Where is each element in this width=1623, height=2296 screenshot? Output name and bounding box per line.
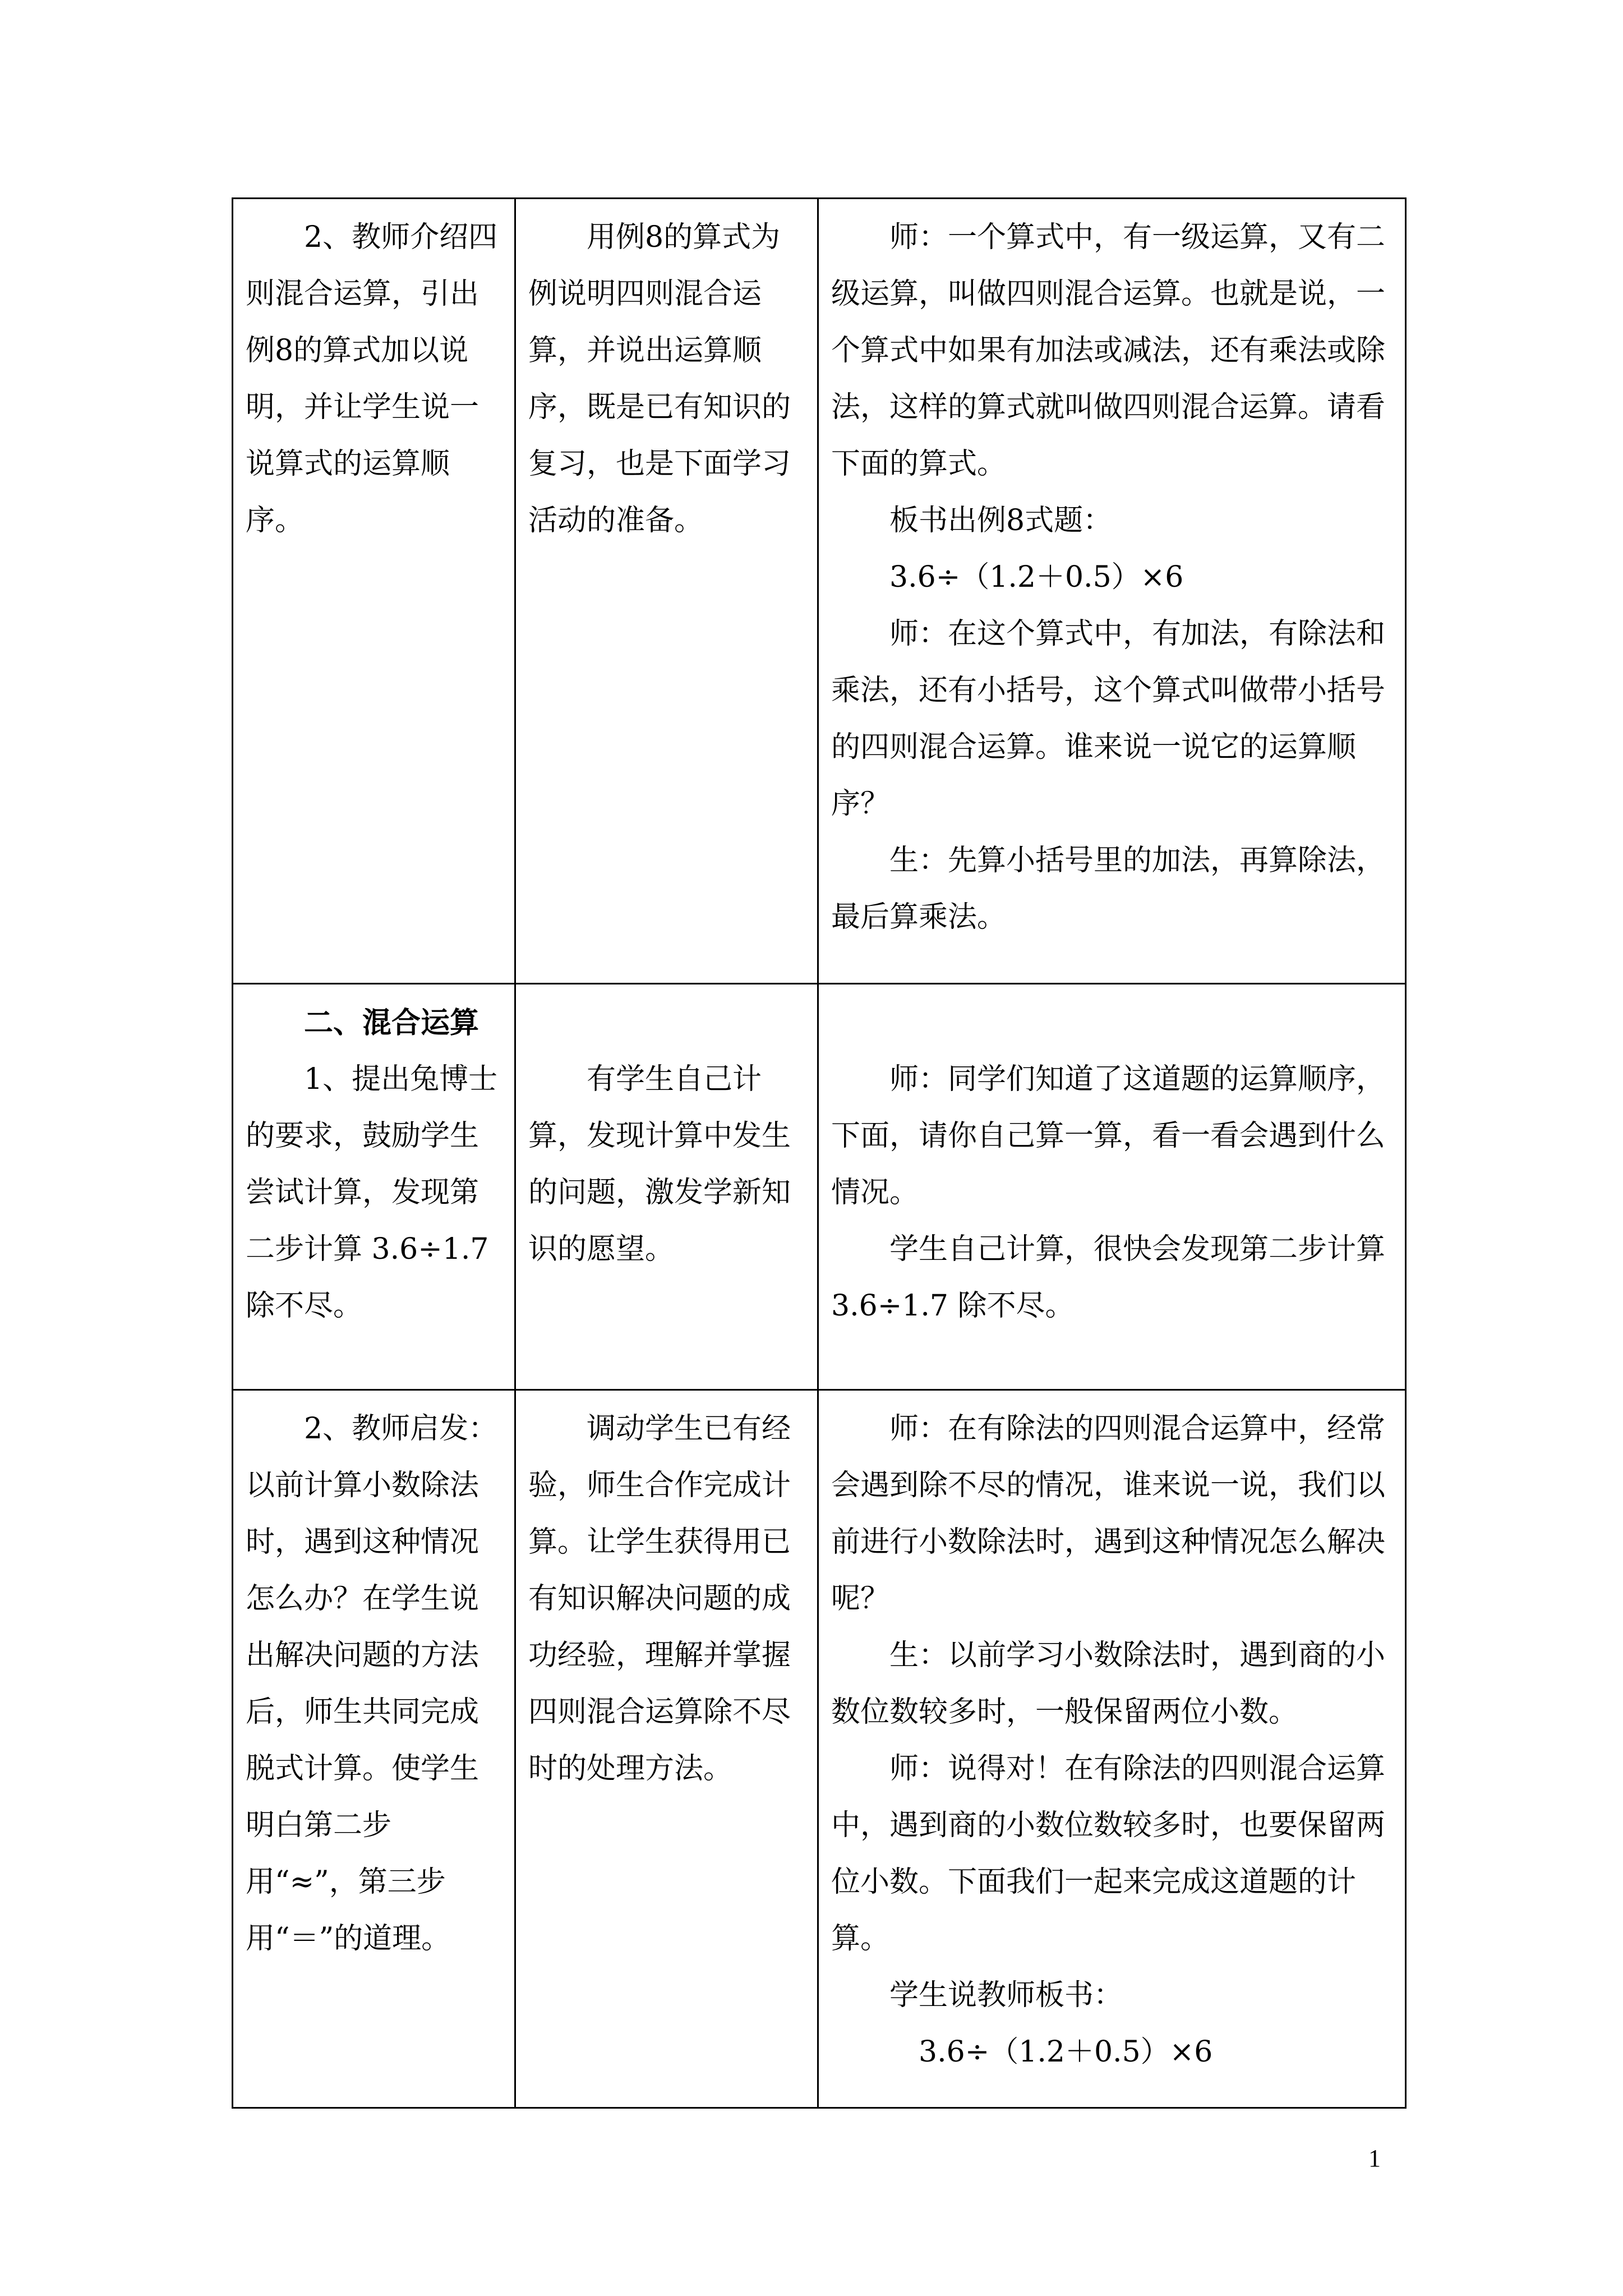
design-intent-cell (515, 199, 818, 984)
classroom-dialogue-cell (818, 984, 1406, 1390)
dialogue-paragraph: 3.6÷1.7 除不尽。 (831, 1289, 1075, 1323)
section-heading: 二、混合运算 (304, 1006, 479, 1040)
design-intent-cell (515, 984, 818, 1390)
dialogue-paragraph: 学生说教师板书： (889, 1978, 1123, 2012)
teaching-step-text: 2、教师介绍四则混合运算，引出例8的算式加以说明，并让学生说一说算式的运算顺序。 (246, 220, 498, 537)
dialogue-paragraph: 师：在有除法的四则混合运算中，经常会遇到除不尽的情况，谁来说一说，我们以前进行小数除法时，遇到这种情况怎么解决呢？ (831, 1412, 1386, 1616)
design-intent-text: 用例8的算式为例说明四则混合运算，并说出运算顺序，既是已有知识的复习，也是下面学习活动的准备。 (528, 220, 791, 537)
page-number: 1 (1368, 2145, 1381, 2172)
classroom-dialogue-cell (818, 199, 1406, 984)
table-row (233, 1390, 1406, 2108)
dialogue-paragraph: 生：以前学习小数除法时，遇到商的小数位数较多时，一般保留两位小数。 (831, 1639, 1386, 1729)
dialogue-paragraph: 师：同学们知道了这道题的运算顺序，下面，请你自己算一算，看一看会遇到什么情况。 (831, 1062, 1386, 1209)
teaching-step-cell (233, 199, 515, 984)
classroom-dialogue-cell (818, 1390, 1406, 2108)
design-intent-text: 有学生自己计算，发现计算中发生的问题，激发学新知识的愿望。 (528, 1062, 791, 1266)
teaching-step-text: 2、教师启发：以前计算小数除法时，遇到这种情况怎么办？在学生说出解决问题的方法后，师生共同完成脱式计算。使学生明白第二步用“≈”，第三步用“＝”的道理。 (246, 1412, 498, 1955)
teaching-step-cell (233, 1390, 515, 2108)
formula-line: 3.6÷（1.2＋0.5）×6 (889, 560, 1184, 594)
design-intent-cell (515, 1390, 818, 2108)
dialogue-paragraph: 学生自己计算，很快会发现第二步计算 (889, 1232, 1386, 1266)
design-intent-text: 调动学生已有经验，师生合作完成计算。让学生获得用已有知识解决问题的成功经验，理解并掌握四则混合运算除不尽时的处理方法。 (528, 1412, 791, 1786)
lesson-plan-table (232, 197, 1407, 2109)
dialogue-paragraph: 师：一个算式中，有一级运算，又有二级运算，叫做四则混合运算。也就是说，一个算式中如果有加法或减法，还有乘法或除法，这样的算式就叫做四则混合运算。请看下面的算式。 (831, 220, 1386, 481)
teaching-step-cell (233, 984, 515, 1390)
dialogue-paragraph: 生：先算小括号里的加法，再算除法，最后算乘法。 (831, 844, 1386, 934)
dialogue-paragraph: 师：说得对！在有除法的四则混合运算中，遇到商的小数位数较多时，也要保留两位小数。下面我们一起来完成这道题的计算。 (831, 1752, 1386, 1955)
teaching-step-text: 1、提出兔博士的要求，鼓励学生尝试计算，发现第二步计算 3.6÷1.7 除不尽。 (246, 1062, 498, 1323)
table-row (233, 984, 1406, 1390)
formula-line: 3.6÷（1.2＋0.5）×6 (919, 2035, 1213, 2069)
dialogue-paragraph: 板书出例8式题： (889, 504, 1113, 537)
dialogue-paragraph: 师：在这个算式中，有加法，有除法和乘法，还有小括号，这个算式叫做带小括号的四则混合运算。谁来说一说它的运算顺序？ (831, 617, 1386, 821)
table-row (233, 199, 1406, 984)
